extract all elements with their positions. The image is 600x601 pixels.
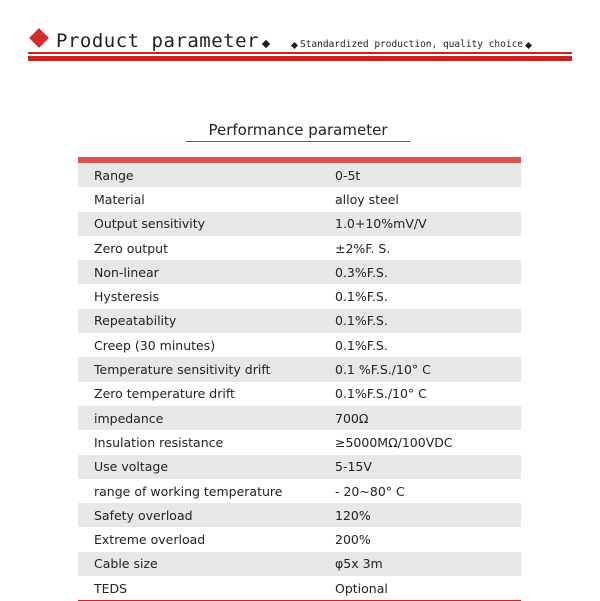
- parameter-value: 0.1%F.S.: [319, 333, 521, 357]
- page-subtitle: Standardized production, quality choice: [299, 39, 524, 50]
- parameter-label: Use voltage: [78, 455, 319, 479]
- section-title: Performance parameter: [186, 120, 410, 142]
- diamond-icon: [291, 42, 298, 49]
- parameter-label: Output sensitivity: [78, 212, 319, 236]
- page-subtitle-wrap: [289, 38, 534, 52]
- parameter-label: Temperature sensitivity drift: [78, 357, 319, 381]
- table-row: [78, 333, 521, 357]
- table-row: [78, 527, 521, 551]
- parameter-value: 200%: [319, 527, 521, 551]
- table-row: [78, 309, 521, 333]
- parameter-label: Safety overload: [78, 503, 319, 527]
- parameter-label: Creep (30 minutes): [78, 333, 319, 357]
- table-row: [78, 187, 521, 211]
- parameter-label: Hysteresis: [78, 284, 319, 308]
- parameter-value: 1.0+10%mV/V: [319, 212, 521, 236]
- parameter-value: 0.1 %F.S./10° C: [319, 357, 521, 381]
- table-row: [78, 479, 521, 503]
- parameter-label: Insulation resistance: [78, 430, 319, 454]
- parameter-value: 0-5t: [319, 163, 521, 187]
- parameter-value: ≥5000MΩ/100VDC: [319, 430, 521, 454]
- parameter-value: - 20~80° C: [319, 479, 521, 503]
- table-row: [78, 503, 521, 527]
- parameter-value: 700Ω: [319, 406, 521, 430]
- parameter-label: Repeatability: [78, 309, 319, 333]
- table-row: [78, 430, 521, 454]
- parameter-label: Material: [78, 187, 319, 211]
- parameter-label: Zero temperature drift: [78, 382, 319, 406]
- parameter-value: 5-15V: [319, 455, 521, 479]
- page-title: Product parameter: [56, 30, 259, 52]
- parameter-label: Cable size: [78, 552, 319, 576]
- parameter-value: 0.3%F.S.: [319, 260, 521, 284]
- parameter-value: 0.1%F.S.: [319, 309, 521, 333]
- parameter-label: impedance: [78, 406, 319, 430]
- parameter-label: Non-linear: [78, 260, 319, 284]
- diamond-icon: [525, 42, 532, 49]
- parameter-value: alloy steel: [319, 187, 521, 211]
- parameter-value: ±2%F. S.: [319, 236, 521, 260]
- table-row: [78, 212, 521, 236]
- parameter-value: 0.1%F.S.: [319, 284, 521, 308]
- parameter-value: φ5x 3m: [319, 552, 521, 576]
- parameter-value: Optional: [319, 576, 521, 600]
- parameter-value: 0.1%F.S./10° C: [319, 382, 521, 406]
- table-row: [78, 260, 521, 284]
- table-row: [78, 163, 521, 187]
- header-divider-thin: [28, 52, 572, 54]
- parameter-label: TEDS: [78, 576, 319, 600]
- table-row: [78, 382, 521, 406]
- table-row: [78, 455, 521, 479]
- table-row: [78, 357, 521, 381]
- parameter-label: Range: [78, 163, 319, 187]
- table-row: [78, 552, 521, 576]
- table-row: [78, 576, 521, 600]
- parameter-value: 120%: [319, 503, 521, 527]
- table-row: [78, 406, 521, 430]
- parameter-label: Zero output: [78, 236, 319, 260]
- table-row: [78, 236, 521, 260]
- page-header: [28, 26, 572, 52]
- parameter-label: range of working temperature: [78, 479, 319, 503]
- table-row: [78, 284, 521, 308]
- parameter-label: Extreme overload: [78, 527, 319, 551]
- diamond-icon: [262, 40, 270, 48]
- parameter-table: [78, 157, 521, 601]
- header-divider-thick: [28, 56, 572, 61]
- diamond-icon: [29, 28, 49, 48]
